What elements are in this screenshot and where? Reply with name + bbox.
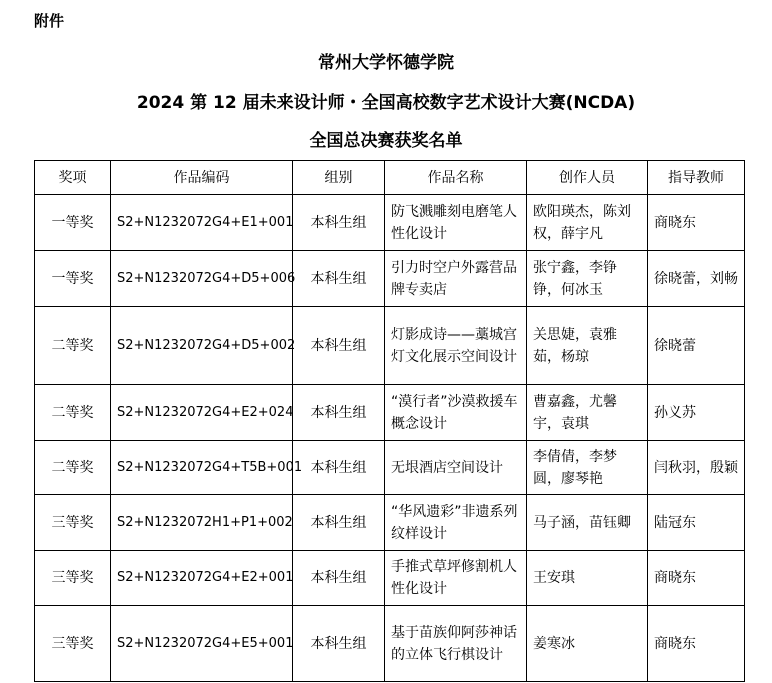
award-cell: 三等奖 <box>35 495 111 551</box>
column-header-creators: 创作人员 <box>527 161 648 195</box>
table-row <box>35 441 745 495</box>
creators-cell: 欧阳瑛杰，陈刘权，薛宇凡 <box>527 195 648 251</box>
awards-table <box>34 160 745 682</box>
column-header-code: 作品编码 <box>111 161 293 195</box>
group-cell: 本科生组 <box>293 251 385 307</box>
work-name-cell: “华风遗彩”非遗系列纹样设计 <box>385 495 527 551</box>
competition-title: 2024 第 12 届未来设计师・全国高校数字艺术设计大赛(NCDA) <box>136 93 636 113</box>
creators-cell: 李倩倩，李梦圆，廖琴艳 <box>527 441 648 495</box>
advisor-cell: 孙义苏 <box>648 385 745 441</box>
creators-cell: 张宁鑫，李铮铮，何冰玉 <box>527 251 648 307</box>
group-cell: 本科生组 <box>293 307 385 385</box>
award-cell: 一等奖 <box>35 251 111 307</box>
group-cell: 本科生组 <box>293 606 385 682</box>
work-name-cell: 灯影成诗——藁城宫灯文化展示空间设计 <box>385 307 527 385</box>
work-name-cell: 无垠酒店空间设计 <box>385 441 527 495</box>
award-cell: 二等奖 <box>35 307 111 385</box>
creators-cell: 王安琪 <box>527 551 648 606</box>
work-name-cell: 手推式草坪修割机人性化设计 <box>385 551 527 606</box>
advisor-cell: 闫秋羽，殷颖 <box>648 441 745 495</box>
advisor-cell: 徐晓蕾 <box>648 307 745 385</box>
column-header-advisor: 指导教师 <box>648 161 745 195</box>
code-cell: S2+N1232072G4+D5+002 <box>111 307 293 385</box>
table-row <box>35 495 745 551</box>
advisor-cell: 陆冠东 <box>648 495 745 551</box>
column-header-name: 作品名称 <box>385 161 527 195</box>
list-title: 全国总决赛获奖名单 <box>309 131 463 151</box>
attachment-label: 附件 <box>34 12 65 30</box>
creators-cell: 马子涵，苗钰卿 <box>527 495 648 551</box>
advisor-cell: 徐晓蕾，刘畅 <box>648 251 745 307</box>
group-cell: 本科生组 <box>293 385 385 441</box>
award-cell: 三等奖 <box>35 606 111 682</box>
table-row <box>35 606 745 682</box>
work-name-cell: “漠行者”沙漠救援车概念设计 <box>385 385 527 441</box>
column-header-group: 组别 <box>293 161 385 195</box>
table-row <box>35 251 745 307</box>
creators-cell: 姜寒冰 <box>527 606 648 682</box>
group-cell: 本科生组 <box>293 495 385 551</box>
code-cell: S2+N1232072G4+E2+024 <box>111 385 293 441</box>
table-row <box>35 195 745 251</box>
school-title: 常州大学怀德学院 <box>318 53 454 73</box>
code-cell: S2+N1232072G4+T5B+001 <box>111 441 293 495</box>
creators-cell: 曹嘉鑫，尤馨宇，袁琪 <box>527 385 648 441</box>
creators-cell: 关思婕，袁雅茹，杨琼 <box>527 307 648 385</box>
advisor-cell: 商晓东 <box>648 551 745 606</box>
group-cell: 本科生组 <box>293 551 385 606</box>
table-row <box>35 551 745 606</box>
award-cell: 一等奖 <box>35 195 111 251</box>
advisor-cell: 商晓东 <box>648 195 745 251</box>
work-name-cell: 引力时空户外露营品牌专卖店 <box>385 251 527 307</box>
code-cell: S2+N1232072G4+E2+001 <box>111 551 293 606</box>
code-cell: S2+N1232072G4+D5+006 <box>111 251 293 307</box>
group-cell: 本科生组 <box>293 441 385 495</box>
column-header-award: 奖项 <box>35 161 111 195</box>
award-cell: 二等奖 <box>35 441 111 495</box>
award-cell: 三等奖 <box>35 551 111 606</box>
table-row <box>35 385 745 441</box>
group-cell: 本科生组 <box>293 195 385 251</box>
advisor-cell: 商晓东 <box>648 606 745 682</box>
table-header-row <box>35 161 745 195</box>
code-cell: S2+N1232072H1+P1+002 <box>111 495 293 551</box>
code-cell: S2+N1232072G4+E1+001 <box>111 195 293 251</box>
work-name-cell: 基于苗族仰阿莎神话的立体飞行棋设计 <box>385 606 527 682</box>
code-cell: S2+N1232072G4+E5+001 <box>111 606 293 682</box>
award-cell: 二等奖 <box>35 385 111 441</box>
table-row <box>35 307 745 385</box>
work-name-cell: 防飞溅雕刻电磨笔人性化设计 <box>385 195 527 251</box>
